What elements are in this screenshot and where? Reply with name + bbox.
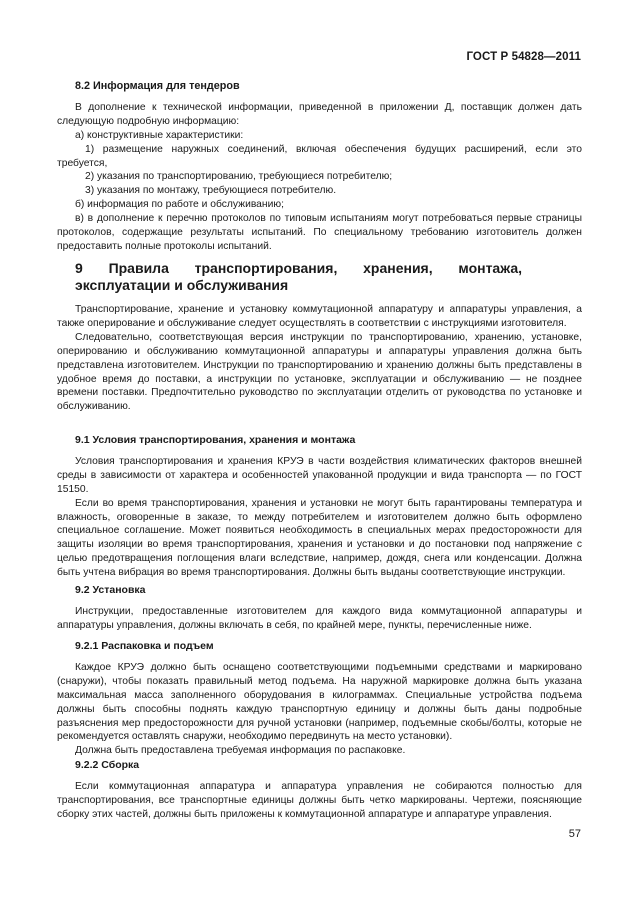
paragraph: Если коммутационная аппаратура и аппаратура управления не собираются полностью для транспортирования, все транспортные единицы должны быть четко маркированы. Чертежи, поясняющие сборку этих частей, должны быть приложены к коммутационной аппаратуре и аппаратуре управления. [57,780,582,820]
section-9 [57,260,582,414]
section-heading: 9.2 Установка [75,584,146,596]
document-id: ГОСТ Р 54828—2011 [466,51,581,63]
section-9-2-1 [57,640,582,758]
paragraph: Инструкции, предоставленные изготовителем для каждого вида коммутационной аппаратуры и аппаратуры управления, должны включать в себя, по крайней мере, пункты, перечисленные ниже. [57,605,582,631]
paragraph: Если во время транспортирования, хранения и установки не могут быть гарантированы температура и влажность, оговоренные в заказе, то между потребителем и изготовителем должно быть оформлено специальное соглашение. Может появиться необходимость в специальных мерах предосторожности для защиты изоляции во время транспортирования, хранения и установки и до постановки под напряжение с целью предотвращения поглощения влаги вследствие, например, дождя, снега или конденсации. Должна быть учтена вибрация во время транспортирования. Должны быть выданы соответствующие инструкции. [57,497,582,579]
list-item: 3) указания по монтажу, требующиеся потребителю. [85,185,337,197]
section-9-2-2 [57,759,582,822]
paragraph: Транспортирование, хранение и установку коммутационной аппаратуру и аппаратуры управления, а также оперирование и обслуживание следует осуществлять в соответствии с инструкциями изготовителя. [57,304,582,329]
section-heading: 9.1 Условия транспортирования, хранения и монтажа [75,434,356,446]
section-heading: 9 Правила транспортирования, хранения, монтажа, эксплуатации и обслуживания [75,260,522,293]
paragraph: Условия транспортирования и хранения КРУЭ в части воздействия климатических факторов внешней среды в зависимости от характера и особенностей упакованной продукции и вида транспорта — по ГОСТ 15150. [57,455,582,495]
list-item: в) в дополнение к перечню протоколов по типовым испытаниям могут потребоваться первые страницы протоколов, содержащие результаты испытаний. По специальному требованию изготовитель должен предоставить полные протоколы испытаний. [57,213,582,252]
list-item: б) информация по работе и обслуживанию; [75,199,284,211]
section-8-2 [57,80,582,254]
section-9-1 [57,434,582,580]
list-item: 1) размещение наружных соединений, включая обеспечения будущих расширений, если это требуется, [57,143,582,169]
section-heading: 8.2 Информация для тендеров [75,80,240,92]
section-9-2 [57,584,582,633]
section-heading: 9.2.2 Сборка [75,759,140,771]
paragraph: Каждое КРУЭ должно быть оснащено соответствующими подъемными средствами и маркировано (снаружи), чтобы показать правильный метод подъема. На наружной маркировке должна быть указана максимальная масса заполненного оборудования в килограммах. Специальные устройства подъема должны быть способны поднять каждую транспортную единицу и должны быть даны подробные разъяснения мер предосторожности для ручной установки (например, подъемные скобы/болты, которые не рекомендуется оставлять снаружи, необходимо передвинуть на место установки). [57,661,582,743]
paragraph: Должна быть предоставлена требуемая информация по распаковке. [75,745,406,757]
paragraph: Следовательно, соответствующая версия инструкции по транспортированию, хранению, установке, оперированию и обслуживанию коммутационной аппаратуры и аппаратуры управления должна быть представлена изготовителем. Инструкции по транспортированию и хранению должны быть представлены в удобное время до поставки, а инструкции по установке, эксплуатации и обслуживанию — не позднее времени поставки. Предпочтительно руководство по эксплуатации отделить от руководства по установке и обслуживанию. [57,331,582,413]
page-number: 57 [568,828,581,840]
section-heading: 9.2.1 Распаковка и подъем [75,640,214,652]
list-item: а) конструктивные характеристики: [75,129,244,141]
paragraph: В дополнение к технической информации, приведенной в приложении Д, поставщик должен дать следующую подробную информацию: [57,101,582,127]
list-item: 2) указания по транспортированию, требующиеся потребителю; [85,171,393,183]
